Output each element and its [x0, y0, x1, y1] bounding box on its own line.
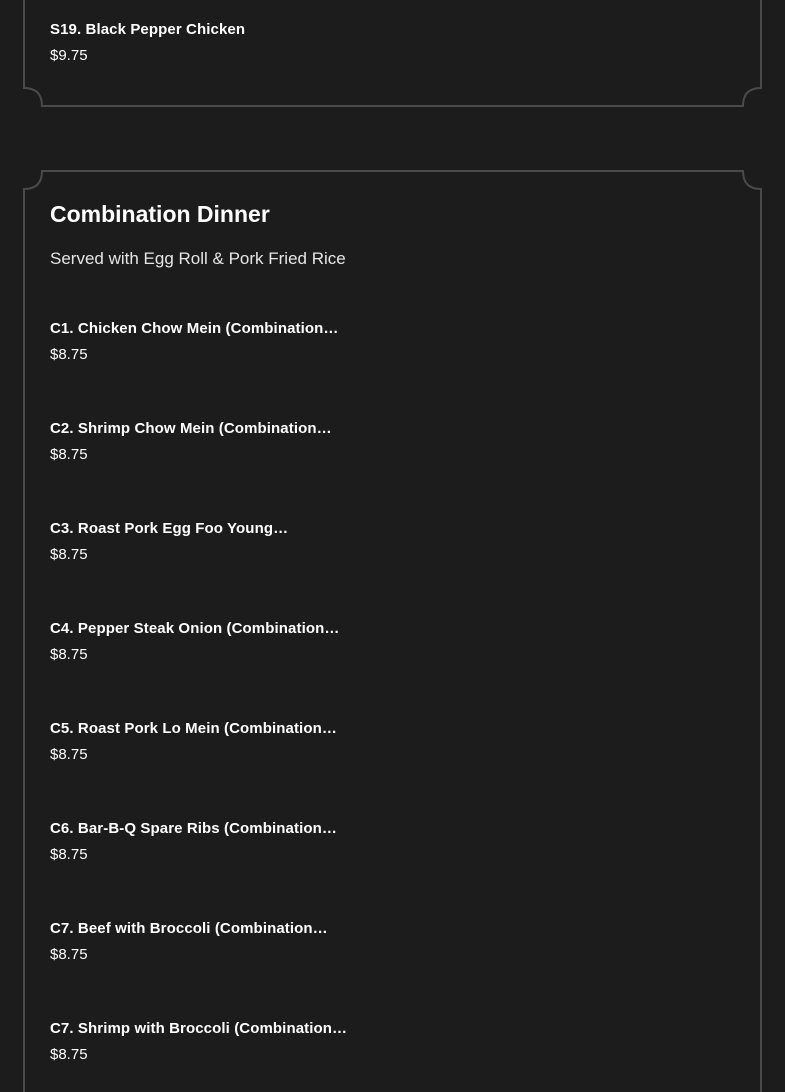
menu-item-c6[interactable] [50, 819, 337, 865]
menu-item-name: C5. Roast Pork Lo Mein (Combination… [50, 720, 337, 737]
menu-item-price: $8.75 [50, 746, 88, 763]
menu-item-price: $8.75 [50, 646, 88, 663]
menu-item-name: C3. Roast Pork Egg Foo Young… [50, 520, 289, 537]
menu-item-c4[interactable] [50, 619, 339, 665]
menu-item-name: C6. Bar-B-Q Spare Ribs (Combination… [50, 820, 337, 837]
menu-item-s19[interactable] [50, 20, 245, 66]
menu-item-c1[interactable] [50, 319, 339, 365]
menu-item-name: C4. Pepper Steak Onion (Combination… [50, 620, 340, 637]
menu-item-c2[interactable] [50, 419, 332, 465]
menu-item-price: $9.75 [50, 47, 88, 64]
menu-item-price: $8.75 [50, 346, 88, 363]
menu-item-price: $8.75 [50, 1046, 88, 1063]
menu-item-c3[interactable] [50, 519, 288, 565]
menu-item-price: $8.75 [50, 446, 88, 463]
menu-item-name: C2. Shrimp Chow Mein (Combination… [50, 420, 332, 437]
menu-item-price: $8.75 [50, 946, 88, 963]
menu-item-price: $8.75 [50, 846, 88, 863]
section-title: Combination Dinner [50, 201, 270, 227]
menu-item-c5[interactable] [50, 719, 337, 765]
section-subtitle: Served with Egg Roll & Pork Fried Rice [50, 249, 346, 268]
menu-item-name: C7. Beef with Broccoli (Combination… [50, 920, 328, 937]
menu-item-price: $8.75 [50, 546, 88, 563]
menu-item-name: C7. Shrimp with Broccoli (Combination… [50, 1020, 348, 1037]
menu-item-c7-beef[interactable] [50, 919, 328, 965]
menu-item-name: S19. Black Pepper Chicken [50, 21, 246, 38]
menu-item-c7-shrimp[interactable] [50, 1019, 347, 1065]
menu-item-name: C1. Chicken Chow Mein (Combination… [50, 320, 339, 337]
